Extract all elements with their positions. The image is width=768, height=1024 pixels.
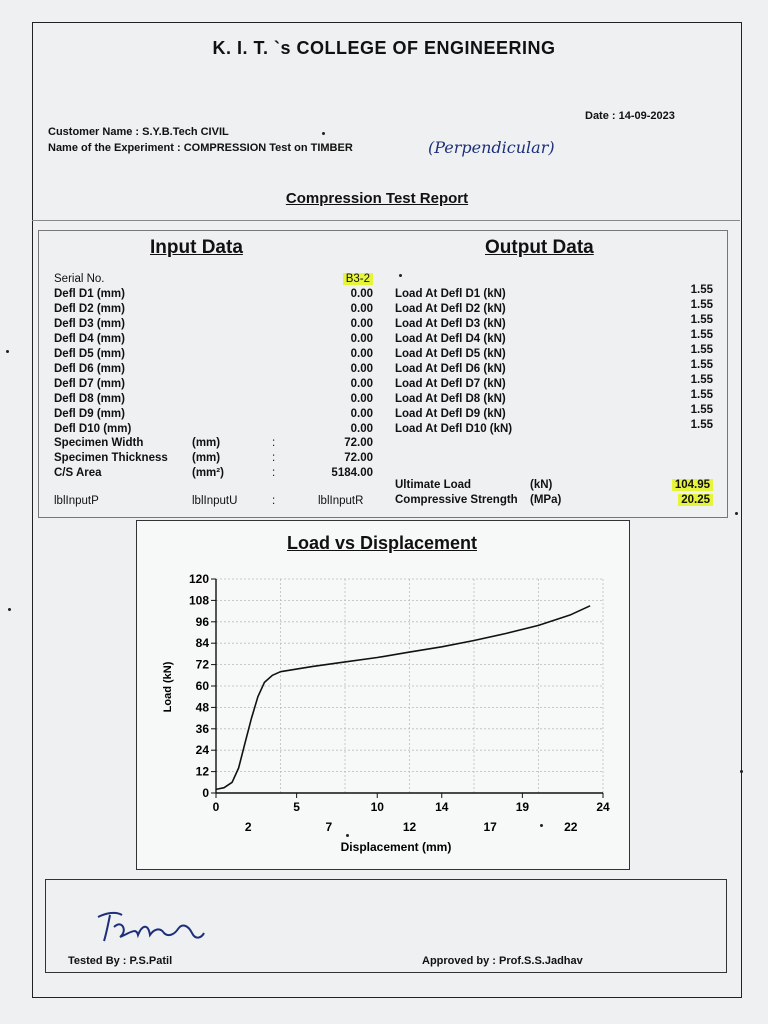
output-row-label: Load At Defl D1 (kN) bbox=[395, 288, 506, 300]
input-row-label: Serial No. bbox=[54, 273, 105, 285]
speck bbox=[735, 512, 738, 515]
y-tick-label: 120 bbox=[188, 572, 209, 586]
tested-by: Tested By : P.S.Patil bbox=[68, 955, 173, 967]
input-row-value bbox=[343, 272, 373, 287]
input-row-label: Defl D6 (mm) bbox=[54, 363, 125, 375]
handwritten-note: (Perpendicular) bbox=[428, 138, 555, 157]
y-tick-label: 12 bbox=[195, 764, 209, 779]
specimen-width-value: 72.00 bbox=[344, 437, 373, 449]
customer-name: Customer Name : S.Y.B.Tech CIVIL bbox=[48, 126, 229, 138]
specimen-thickness-unit: (mm) bbox=[192, 452, 221, 464]
output-row-label: Load At Defl D3 (kN) bbox=[395, 318, 506, 330]
input-row-value: 0.00 bbox=[350, 348, 373, 360]
cs-area-unit: (mm²) bbox=[192, 467, 224, 479]
placeholder-colon: : bbox=[272, 495, 276, 507]
header-divider bbox=[32, 220, 740, 221]
x-tick-label-bottom: 2 bbox=[244, 820, 252, 834]
speck bbox=[322, 132, 325, 135]
output-row-value: 1.55 bbox=[690, 419, 713, 431]
compressive-strength-unit: (MPa) bbox=[530, 494, 562, 506]
compressive-strength-highlight: 20.25 bbox=[678, 494, 713, 506]
output-row-value: 1.55 bbox=[690, 404, 713, 416]
speck bbox=[740, 770, 743, 773]
placeholder-r: lblInputR bbox=[318, 495, 364, 507]
report-date: Date : 14-09-2023 bbox=[585, 110, 675, 122]
x-tick-label-bottom: 17 bbox=[483, 820, 497, 834]
input-row-label: Defl D7 (mm) bbox=[54, 378, 125, 390]
y-tick-label: 36 bbox=[195, 721, 209, 736]
output-row-value: 1.55 bbox=[690, 374, 713, 386]
placeholder-u: lblInputU bbox=[192, 495, 238, 507]
cs-area-label: C/S Area bbox=[54, 467, 102, 479]
y-axis-label: Load (kN) bbox=[162, 661, 174, 713]
college-title: K. I. T. `s COLLEGE OF ENGINEERING bbox=[212, 38, 556, 58]
x-axis-label: Displacement (mm) bbox=[340, 840, 452, 854]
specimen-width-label: Specimen Width bbox=[54, 437, 144, 449]
output-row-value: 1.55 bbox=[690, 314, 713, 326]
placeholder-p: lblInputP bbox=[54, 495, 99, 507]
input-row-value: 0.00 bbox=[350, 318, 373, 330]
input-row-value: 0.00 bbox=[350, 303, 373, 315]
x-tick-label-top: 14 bbox=[435, 800, 449, 814]
input-row-value: 0.00 bbox=[350, 378, 373, 390]
y-tick-label: 48 bbox=[195, 700, 209, 715]
speck bbox=[540, 824, 543, 827]
y-tick-label: 96 bbox=[195, 614, 209, 629]
output-row-label: Load At Defl D4 (kN) bbox=[395, 333, 506, 345]
specimen-thickness-value: 72.00 bbox=[344, 452, 373, 464]
compressive-strength-label: Compressive Strength bbox=[395, 494, 518, 506]
ultimate-load-label: Ultimate Load bbox=[395, 479, 472, 491]
input-row-label: Defl D9 (mm) bbox=[54, 408, 125, 420]
y-tick-label: 84 bbox=[195, 636, 209, 651]
x-tick-label-bottom: 7 bbox=[325, 820, 333, 834]
chart-ticks bbox=[189, 572, 610, 834]
output-row-value: 1.55 bbox=[690, 389, 713, 401]
y-tick-label: 108 bbox=[188, 593, 209, 608]
input-row-label: Defl D5 (mm) bbox=[54, 348, 125, 360]
speck bbox=[346, 834, 349, 837]
output-row-value: 1.55 bbox=[690, 299, 713, 311]
input-row-label: Defl D2 (mm) bbox=[54, 303, 125, 315]
chart-series bbox=[216, 606, 590, 790]
input-row-label: Defl D10 (mm) bbox=[54, 423, 132, 435]
chart-grid bbox=[216, 579, 603, 793]
output-heading: Output Data bbox=[485, 237, 594, 258]
signature-scribble bbox=[92, 905, 222, 950]
specimen-width-colon: : bbox=[272, 437, 276, 449]
load-series-line bbox=[216, 606, 590, 790]
specimen-thickness-colon: : bbox=[272, 452, 276, 464]
x-tick-label-top: 10 bbox=[370, 800, 384, 814]
output-row-label: Load At Defl D2 (kN) bbox=[395, 303, 506, 315]
input-row-value: 0.00 bbox=[350, 408, 373, 420]
x-tick-label-bottom: 12 bbox=[402, 820, 417, 834]
input-heading: Input Data bbox=[150, 237, 243, 258]
output-row-label: Load At Defl D5 (kN) bbox=[395, 348, 506, 360]
input-row-value: 0.00 bbox=[350, 423, 373, 435]
x-tick-label-top: 24 bbox=[596, 800, 610, 814]
approved-by: Approved by : Prof.S.S.Jadhav bbox=[422, 955, 583, 967]
specimen-thickness-label: Specimen Thickness bbox=[54, 452, 168, 464]
output-row-label: Load At Defl D8 (kN) bbox=[395, 393, 506, 405]
compressive-strength-value bbox=[678, 493, 713, 508]
report-title: Compression Test Report bbox=[285, 190, 469, 207]
y-tick-label: 60 bbox=[195, 679, 209, 693]
speck bbox=[6, 350, 9, 353]
output-row-label: Load At Defl D10 (kN) bbox=[395, 423, 513, 435]
speck bbox=[399, 274, 402, 277]
input-row-label: Defl D1 (mm) bbox=[54, 288, 125, 300]
y-tick-label: 0 bbox=[202, 786, 209, 800]
input-row-value: 0.00 bbox=[350, 333, 373, 345]
specimen-width-unit: (mm) bbox=[192, 437, 221, 449]
x-tick-label-top: 19 bbox=[515, 800, 530, 814]
output-row-label: Load At Defl D6 (kN) bbox=[395, 363, 506, 375]
input-row-value: 0.00 bbox=[350, 393, 373, 405]
input-row-value: 0.00 bbox=[350, 288, 373, 300]
experiment-name: Name of the Experiment : COMPRESSION Test on TIMBER bbox=[48, 142, 353, 154]
output-row-label: Load At Defl D7 (kN) bbox=[395, 378, 506, 390]
cs-area-colon: : bbox=[272, 467, 276, 479]
ultimate-load-value bbox=[672, 478, 713, 493]
ultimate-load-unit: (kN) bbox=[530, 479, 553, 491]
serial-no-highlight: B3-2 bbox=[343, 273, 373, 285]
input-row-label: Defl D8 (mm) bbox=[54, 393, 125, 405]
cs-area-value: 5184.00 bbox=[331, 467, 373, 479]
speck bbox=[8, 608, 11, 611]
output-row-value: 1.55 bbox=[690, 329, 713, 341]
load-displacement-chart bbox=[136, 560, 628, 865]
output-row-value: 1.55 bbox=[690, 359, 713, 371]
chart-title: Load vs Displacement bbox=[286, 533, 478, 553]
y-tick-label: 24 bbox=[195, 743, 209, 758]
ultimate-load-highlight: 104.95 bbox=[672, 479, 713, 491]
input-row-label: Defl D4 (mm) bbox=[54, 333, 125, 345]
input-row-label: Defl D3 (mm) bbox=[54, 318, 125, 330]
output-row-value: 1.55 bbox=[690, 284, 713, 296]
x-tick-label-bottom: 22 bbox=[564, 820, 578, 834]
output-row-value: 1.55 bbox=[690, 344, 713, 356]
output-row-label: Load At Defl D9 (kN) bbox=[395, 408, 506, 420]
data-panel bbox=[38, 230, 728, 518]
x-tick-label-top: 5 bbox=[293, 800, 300, 814]
x-tick-label-top: 0 bbox=[212, 800, 220, 814]
y-tick-label: 72 bbox=[195, 657, 209, 672]
input-row-value: 0.00 bbox=[350, 363, 373, 375]
